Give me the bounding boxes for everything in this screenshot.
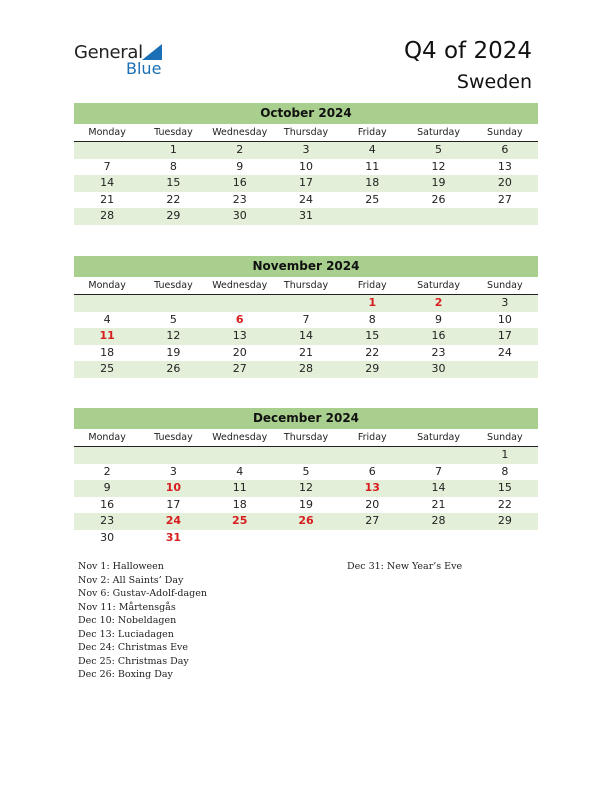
day-cell: 19 bbox=[431, 176, 446, 189]
day-cell: 11 bbox=[232, 481, 247, 494]
day-cell bbox=[405, 208, 471, 225]
day-cell: 31 bbox=[165, 530, 182, 544]
day-cell: 8 bbox=[169, 159, 177, 173]
day-cell: 16 bbox=[431, 329, 446, 342]
day-cell: 23 bbox=[100, 514, 115, 527]
weekday-label: Friday bbox=[357, 432, 387, 443]
day-cell: 11 bbox=[365, 159, 380, 173]
day-cell: 16 bbox=[232, 176, 247, 189]
day-cell: 20 bbox=[497, 176, 512, 189]
day-cell: 28 bbox=[298, 362, 313, 375]
day-cell bbox=[472, 208, 538, 225]
day-cell: 30 bbox=[100, 530, 115, 544]
weekday-label: Monday bbox=[88, 127, 126, 138]
weekday-label: Sunday bbox=[487, 432, 523, 443]
holiday-note: Dec 24: Christmas Eve bbox=[78, 642, 189, 653]
day-cell bbox=[405, 530, 471, 547]
day-cell: 12 bbox=[298, 481, 313, 494]
day-cell: 26 bbox=[431, 192, 446, 206]
day-cell: 2 bbox=[236, 143, 244, 156]
holiday-note: Nov 1: Halloween bbox=[78, 561, 164, 572]
day-cell bbox=[339, 447, 405, 464]
day-cell: 22 bbox=[497, 497, 512, 511]
day-cell: 21 bbox=[431, 497, 446, 511]
weekday-label: Thursday bbox=[283, 127, 329, 138]
week-row bbox=[74, 159, 538, 176]
day-cell: 30 bbox=[232, 209, 247, 222]
day-cell: 29 bbox=[497, 514, 512, 527]
day-cell: 1 bbox=[368, 296, 377, 309]
day-cell: 4 bbox=[103, 312, 111, 326]
weekday-label: Sunday bbox=[487, 280, 523, 291]
day-cell: 11 bbox=[99, 329, 115, 342]
weekday-label: Thursday bbox=[283, 280, 329, 291]
week-row bbox=[74, 192, 538, 209]
day-cell: 26 bbox=[298, 514, 314, 527]
day-cell: 12 bbox=[431, 159, 446, 173]
day-cell: 2 bbox=[434, 296, 443, 309]
day-cell: 14 bbox=[431, 481, 446, 494]
weekday-label: Wednesday bbox=[212, 127, 268, 138]
month-calendar bbox=[74, 408, 538, 546]
day-cell bbox=[472, 530, 538, 547]
day-cell: 24 bbox=[165, 514, 182, 527]
day-cell: 5 bbox=[435, 143, 443, 156]
day-cell: 5 bbox=[169, 312, 177, 326]
weekday-label: Wednesday bbox=[212, 280, 268, 291]
holiday-note: Dec 10: Nobeldagen bbox=[78, 615, 177, 626]
week-row bbox=[74, 464, 538, 481]
day-cell: 14 bbox=[298, 329, 313, 342]
holiday-notes-left bbox=[78, 560, 207, 682]
day-cell: 22 bbox=[365, 345, 380, 359]
day-cell bbox=[74, 295, 140, 312]
day-cell: 13 bbox=[364, 481, 380, 494]
day-cell: 8 bbox=[501, 464, 509, 478]
month-calendar bbox=[74, 103, 538, 225]
weekday-header-row bbox=[74, 124, 538, 142]
day-cell: 4 bbox=[236, 464, 244, 478]
day-cell: 12 bbox=[166, 329, 181, 342]
day-cell: 6 bbox=[501, 143, 509, 156]
week-row bbox=[74, 312, 538, 329]
day-cell: 31 bbox=[298, 209, 313, 222]
weekday-label: Thursday bbox=[283, 432, 329, 443]
day-cell: 3 bbox=[501, 296, 509, 309]
weekday-label: Monday bbox=[88, 280, 126, 291]
day-cell: 1 bbox=[169, 143, 177, 156]
weekday-label: Saturday bbox=[417, 280, 460, 291]
day-cell: 22 bbox=[166, 192, 181, 206]
day-cell: 30 bbox=[431, 362, 446, 375]
day-cell: 7 bbox=[103, 159, 111, 173]
day-cell: 13 bbox=[232, 329, 247, 342]
day-cell: 6 bbox=[368, 464, 376, 478]
weekday-label: Tuesday bbox=[154, 127, 193, 138]
logo-general-text: General bbox=[74, 42, 143, 63]
day-cell: 26 bbox=[166, 362, 181, 375]
month-title: November 2024 bbox=[74, 256, 538, 277]
day-cell bbox=[74, 142, 140, 159]
week-row bbox=[74, 295, 538, 312]
day-cell bbox=[207, 530, 273, 547]
holiday-note: Dec 25: Christmas Day bbox=[78, 655, 189, 667]
day-cell: 16 bbox=[100, 497, 115, 511]
day-cell: 27 bbox=[232, 362, 247, 375]
holiday-note: Nov 6: Gustav-Adolf-dagen bbox=[78, 588, 207, 599]
generalblue-logo bbox=[74, 42, 174, 78]
day-cell: 28 bbox=[100, 209, 115, 222]
holiday-notes-right bbox=[347, 560, 462, 574]
day-cell: 19 bbox=[298, 497, 313, 511]
week-row bbox=[74, 175, 538, 192]
day-cell: 24 bbox=[497, 345, 512, 359]
day-cell bbox=[273, 447, 339, 464]
day-cell: 24 bbox=[298, 192, 313, 206]
day-cell: 15 bbox=[365, 329, 380, 342]
week-row bbox=[74, 480, 538, 497]
weekday-label: Saturday bbox=[417, 432, 460, 443]
week-row bbox=[74, 513, 538, 530]
holiday-note: Dec 31: New Year’s Eve bbox=[347, 561, 463, 572]
page-title: Q4 of 2024 bbox=[403, 38, 532, 64]
day-cell bbox=[339, 208, 405, 225]
day-cell: 17 bbox=[298, 176, 313, 189]
logo-triangle-icon bbox=[142, 44, 162, 60]
day-cell: 20 bbox=[365, 497, 380, 511]
day-cell: 21 bbox=[298, 345, 313, 359]
day-cell bbox=[207, 447, 273, 464]
weekday-label: Tuesday bbox=[154, 432, 193, 443]
day-cell: 8 bbox=[368, 312, 376, 326]
holiday-note: Nov 11: Mårtensgås bbox=[78, 601, 176, 613]
week-row bbox=[74, 530, 538, 547]
week-row bbox=[74, 447, 538, 464]
day-cell: 9 bbox=[435, 312, 443, 326]
day-cell: 7 bbox=[302, 312, 310, 326]
day-cell: 29 bbox=[365, 362, 380, 375]
day-cell bbox=[140, 295, 206, 312]
week-row bbox=[74, 142, 538, 159]
day-cell: 19 bbox=[166, 345, 181, 359]
country-name: Sweden bbox=[456, 71, 532, 93]
day-cell: 3 bbox=[302, 143, 310, 156]
day-cell: 9 bbox=[103, 481, 111, 494]
day-cell: 4 bbox=[368, 143, 376, 156]
day-cell bbox=[140, 447, 206, 464]
day-cell: 10 bbox=[165, 481, 182, 494]
weekday-label: Friday bbox=[357, 280, 387, 291]
day-cell bbox=[472, 361, 538, 378]
day-cell: 5 bbox=[302, 464, 310, 478]
weekday-label: Saturday bbox=[417, 127, 460, 138]
day-cell bbox=[273, 530, 339, 547]
holiday-note: Dec 13: Luciadagen bbox=[78, 628, 174, 640]
day-cell: 1 bbox=[501, 448, 509, 461]
weekday-header-row bbox=[74, 277, 538, 295]
day-cell: 28 bbox=[431, 514, 446, 527]
day-cell: 14 bbox=[100, 176, 115, 189]
day-cell: 17 bbox=[497, 329, 512, 342]
day-cell: 10 bbox=[298, 159, 313, 173]
day-cell bbox=[339, 530, 405, 547]
month-title: October 2024 bbox=[74, 103, 538, 124]
day-cell: 27 bbox=[497, 192, 512, 206]
day-cell: 3 bbox=[169, 464, 177, 478]
day-cell: 7 bbox=[435, 464, 443, 478]
day-cell: 15 bbox=[497, 481, 512, 494]
day-cell: 29 bbox=[166, 209, 181, 222]
weekday-label: Sunday bbox=[487, 127, 523, 138]
day-cell: 27 bbox=[365, 514, 380, 527]
day-cell: 10 bbox=[497, 312, 512, 326]
week-row bbox=[74, 345, 538, 362]
weekday-label: Monday bbox=[88, 432, 126, 443]
weekday-label: Tuesday bbox=[154, 280, 193, 291]
day-cell: 25 bbox=[100, 362, 115, 375]
month-title: December 2024 bbox=[74, 408, 538, 429]
day-cell: 9 bbox=[236, 159, 244, 173]
day-cell: 25 bbox=[232, 514, 248, 527]
day-cell: 2 bbox=[103, 464, 111, 478]
holiday-note: Dec 26: Boxing Day bbox=[78, 669, 173, 680]
weekday-label: Friday bbox=[357, 127, 387, 138]
day-cell bbox=[273, 295, 339, 312]
weekday-header-row bbox=[74, 429, 538, 447]
day-cell: 15 bbox=[166, 176, 181, 189]
day-cell: 18 bbox=[365, 176, 380, 189]
day-cell: 6 bbox=[235, 312, 244, 326]
day-cell: 23 bbox=[232, 192, 247, 206]
day-cell: 18 bbox=[232, 497, 247, 511]
day-cell: 13 bbox=[497, 159, 512, 173]
week-row bbox=[74, 328, 538, 345]
day-cell bbox=[207, 295, 273, 312]
week-row bbox=[74, 497, 538, 514]
day-cell: 18 bbox=[100, 345, 115, 359]
day-cell: 17 bbox=[166, 497, 181, 511]
week-row bbox=[74, 208, 538, 225]
month-calendar bbox=[74, 256, 538, 378]
holiday-note: Nov 2: All Saints’ Day bbox=[78, 574, 184, 586]
day-cell: 20 bbox=[232, 345, 247, 359]
day-cell: 23 bbox=[431, 345, 446, 359]
day-cell bbox=[74, 447, 140, 464]
weekday-label: Wednesday bbox=[212, 432, 268, 443]
day-cell: 21 bbox=[100, 192, 115, 206]
logo-blue-text: Blue bbox=[126, 59, 162, 78]
day-cell bbox=[405, 447, 471, 464]
day-cell: 25 bbox=[365, 192, 380, 206]
week-row bbox=[74, 361, 538, 378]
